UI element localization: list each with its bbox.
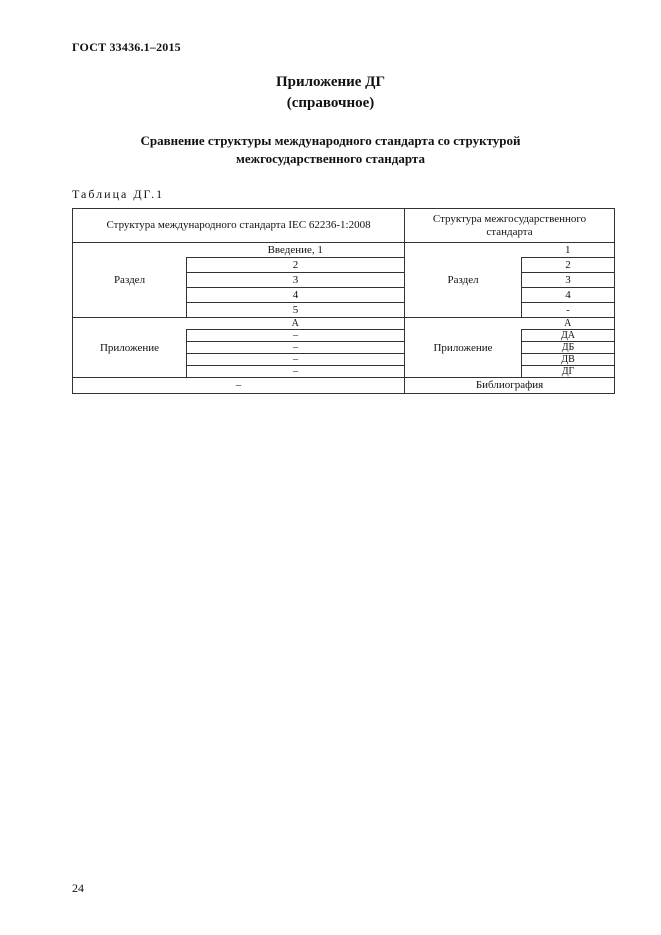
section-label-international: Раздел xyxy=(73,243,187,318)
appendix-interstate-cell: ДБ xyxy=(522,342,615,354)
document-title-line-1: Сравнение структуры международного стандарта со структурой xyxy=(140,133,521,148)
appendix-international-cell: – xyxy=(187,342,405,354)
section-international-cell: 2 xyxy=(187,258,405,273)
section-international-cell: 4 xyxy=(187,288,405,303)
section-international-cell: 5 xyxy=(187,303,405,318)
document-title-line-2: межгосударственного стандарта xyxy=(236,151,425,166)
header-interstate: Структура межгосударственного стандарта xyxy=(405,209,615,243)
table-row xyxy=(73,378,615,394)
appendix-interstate-cell: А xyxy=(522,318,615,330)
appendix-title: Приложение ДГ xyxy=(275,74,386,90)
page-number: 24 xyxy=(72,881,84,895)
header-international: Структура международного стандарта IEC 62236-1:2008 xyxy=(73,209,405,243)
appendix-international-cell: – xyxy=(187,366,405,378)
section-label-interstate: Раздел xyxy=(405,243,522,318)
table-caption: Таблица ДГ.1 xyxy=(72,187,165,201)
table-row xyxy=(73,318,615,330)
appendix-subtitle: (справочное) xyxy=(286,95,375,111)
section-interstate-cell: 3 xyxy=(522,273,615,288)
appendix-heading xyxy=(0,72,661,114)
section-international-cell: Введение, 1 xyxy=(187,243,405,258)
structure-comparison-table xyxy=(72,208,615,394)
section-interstate-cell: 4 xyxy=(522,288,615,303)
appendix-label-international: Приложение xyxy=(73,318,187,378)
appendix-label-interstate: Приложение xyxy=(405,318,522,378)
appendix-interstate-cell: ДА xyxy=(522,330,615,342)
appendix-interstate-cell: ДВ xyxy=(522,354,615,366)
document-code: ГОСТ 33436.1–2015 xyxy=(72,40,181,54)
section-interstate-cell: 1 xyxy=(522,243,615,258)
section-interstate-cell: - xyxy=(522,303,615,318)
document-title xyxy=(0,132,661,168)
appendix-international-cell: – xyxy=(187,354,405,366)
section-international-cell: 3 xyxy=(187,273,405,288)
appendix-international-cell: А xyxy=(187,318,405,330)
table-row xyxy=(73,243,615,258)
appendix-interstate-cell: ДГ xyxy=(522,366,615,378)
appendix-international-cell: – xyxy=(187,330,405,342)
section-interstate-cell: 2 xyxy=(522,258,615,273)
bibliography-interstate-cell: Библиография xyxy=(405,378,615,394)
table-header-row xyxy=(73,209,615,243)
bibliography-international-cell: – xyxy=(73,378,405,394)
